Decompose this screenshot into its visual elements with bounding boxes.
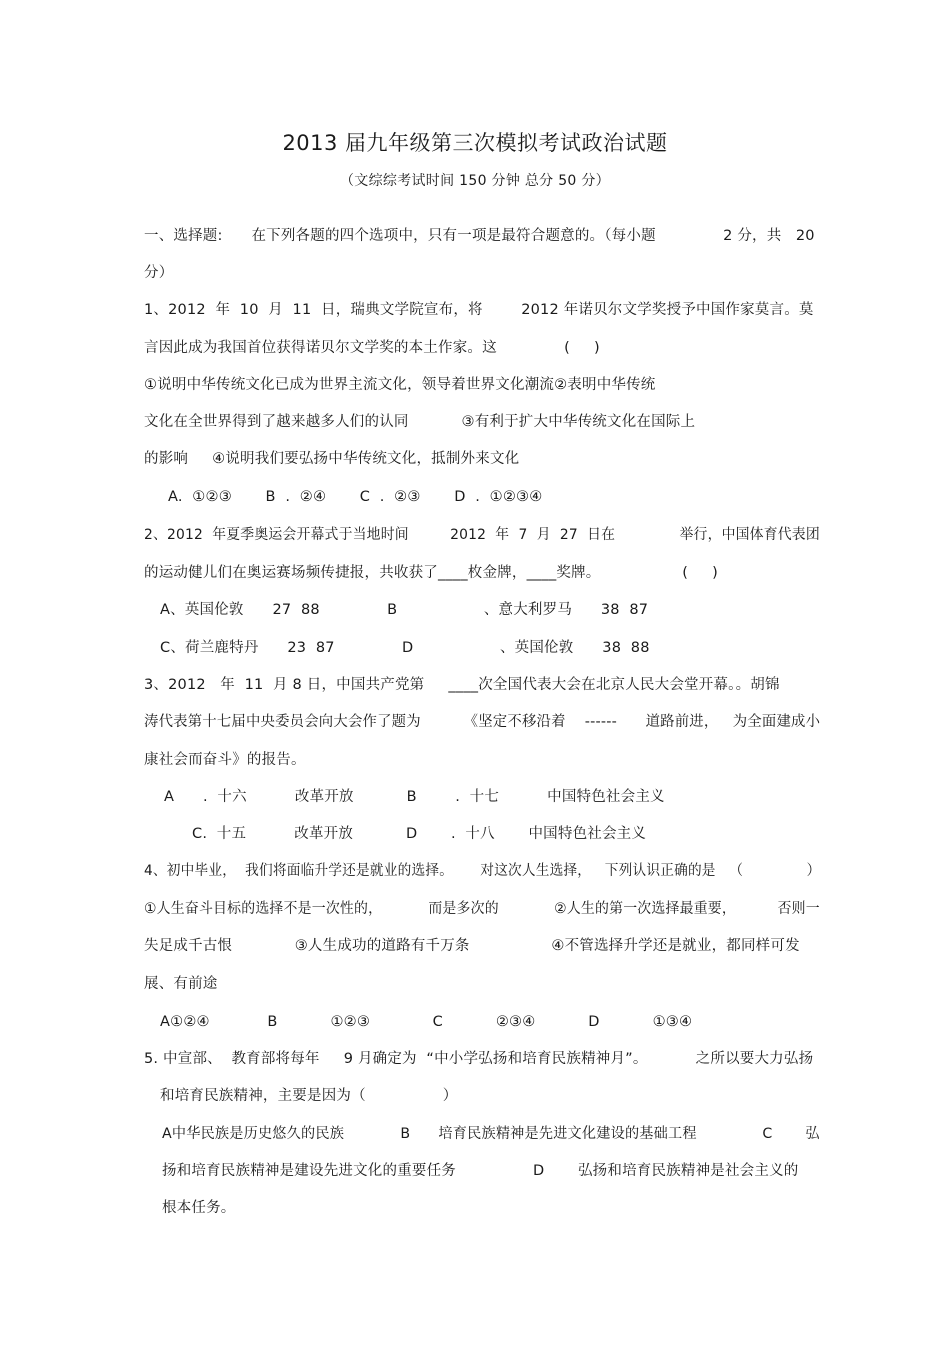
- question-3-text: 康社会而奋斗》的报告。: [144, 752, 306, 768]
- question-1-text: 言因此成为我国首位获得诺贝尔文学奖的本土作家。这 ( ): [144, 340, 600, 356]
- question-1-text: 1、2012 年 10 月 11 日，瑞典文学院宣布，将 2012 年诺贝尔文学奖授予中国作家莫言。莫: [144, 302, 814, 318]
- question-3-options: A . 十六 改革开放 B . 十七 中国特色社会主义: [164, 789, 665, 805]
- question-1-options: A. ①②③ B . ②④ C . ②③ D . ①②③④: [168, 489, 543, 505]
- question-5-options: 根本任务。: [162, 1200, 236, 1216]
- question-2-text: 的运动健儿们在奥运赛场频传捷报，共收获了____枚金牌，____奖牌。 ( ): [144, 565, 719, 581]
- question-4-options: A①②④ B ①②③ C ②③④ D ①③④: [160, 1014, 693, 1030]
- question-3-text: 3、2012 年 11 月 8 日，中国共产党第 ____次全国代表大会在北京人民大会堂开幕。。胡锦: [144, 677, 780, 693]
- question-2-text: 2、2012 年夏季奥运会开幕式于当地时间 2012 年 7 月 27 日在 举行，中国体育代表团: [144, 527, 820, 543]
- question-1-statement: 文化在全世界得到了越来越多人们的认同 ③有利于扩大中华传统文化在国际上: [144, 414, 696, 430]
- question-1-statement: ①说明中华传统文化已成为世界主流文化，领导着世界文化潮流②表明中华传统: [144, 377, 656, 393]
- question-4-statement: 展、有前途: [144, 976, 218, 992]
- question-5-options: A中华民族是历史悠久的民族 B 培育民族精神是先进文化建设的基础工程 C 弘: [162, 1126, 820, 1142]
- question-2-options: A、英国伦敦 27 88 B 、意大利罗马 38 87: [160, 602, 649, 618]
- question-5-text: 和培育民族精神，主要是因为（ ）: [160, 1088, 458, 1104]
- question-2-options: C、荷兰鹿特丹 23 87 D 、英国伦敦 38 88: [160, 640, 650, 656]
- question-4-statement: ①人生奋斗目标的选择不是一次性的， 而是多次的 ②人生的第一次选择最重要， 否则一: [144, 901, 820, 917]
- question-3-options: C. 十五 改革开放 D . 十八 中国特色社会主义: [192, 826, 647, 842]
- question-3-text: 涛代表第十七届中央委员会向大会作了题为 《坚定不移沿着 ------ 道路前进， 为全面建成小: [144, 714, 821, 730]
- question-1-statement: 的影响 ④说明我们要弘扬中华传统文化，抵制外来文化: [144, 451, 520, 467]
- question-5-options: 扬和培育民族精神是建设先进文化的重要任务 D 弘扬和培育民族精神是社会主义的: [162, 1163, 799, 1179]
- question-5-text: 5. 中宣部、 教育部将每年 9 月确定为 “中小学弘扬和培育民族精神月”。 之所以要大力弘扬: [144, 1051, 814, 1067]
- section-instructions: 一、选择题: 在下列各题的四个选项中，只有一项是最符合题意的。（每小题 2 分，共 20: [144, 228, 815, 244]
- question-4-text: 4、初中毕业， 我们将面临升学还是就业的选择。 对这次人生选择， 下列认识正确的是 （ ）: [144, 863, 821, 879]
- section-instructions-cont: 分）: [144, 265, 174, 281]
- question-4-statement: 失足成千古恨 ③人生成功的道路有千万条 ④不管选择升学还是就业，都同样可发: [144, 938, 800, 954]
- page-title: 2013 届九年级第三次模拟考试政治试题: [282, 131, 668, 155]
- exam-info: （文综综考试时间 150 分钟 总分 50 分）: [340, 173, 610, 189]
